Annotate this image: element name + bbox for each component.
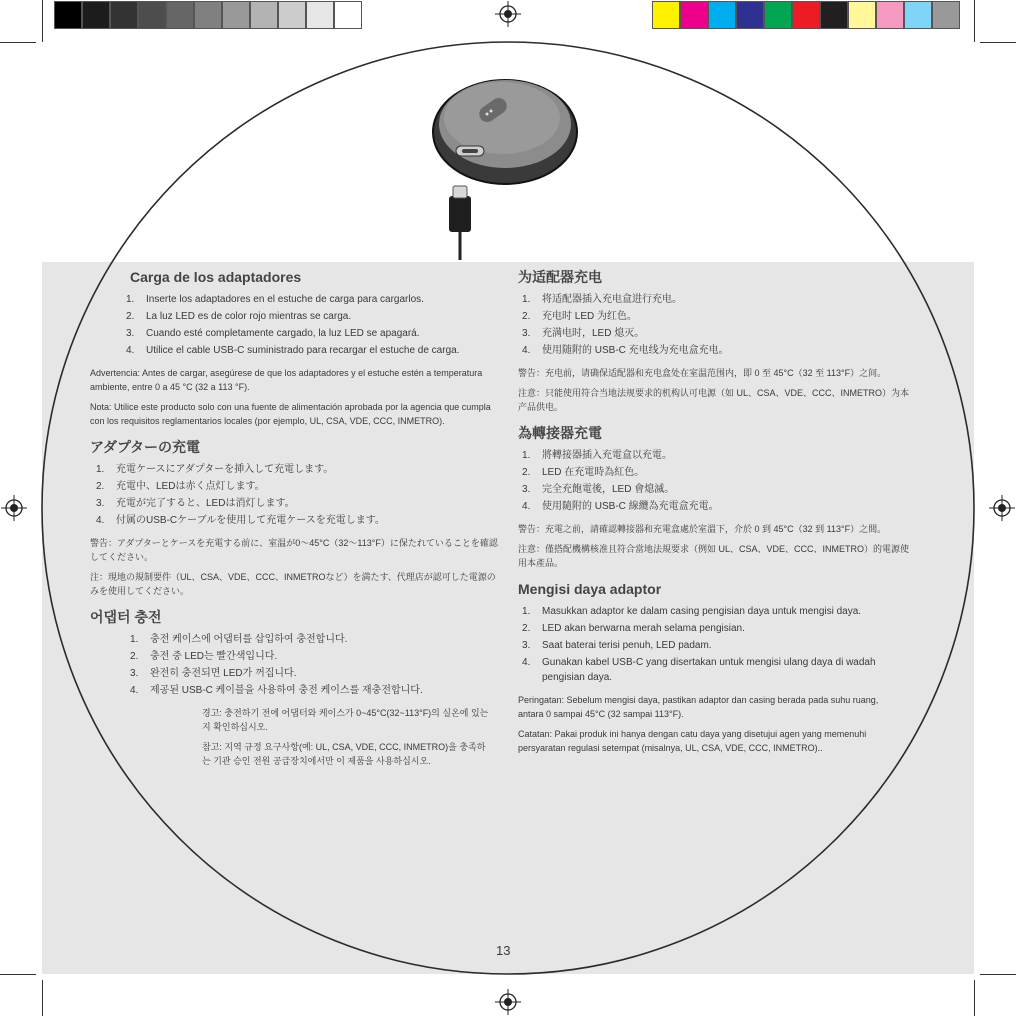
- section-title-ja: アダプターの充電: [90, 439, 201, 455]
- section-title-es: Carga de los adaptadores: [130, 269, 302, 285]
- warning-text-id: Peringatan: Sebelum mengisi daya, pastikan adaptor dan casing berada pada suhu ruang, antara 0 sampai 45°C (32 sampai 113°F).: [518, 695, 879, 719]
- calibration-swatch: [736, 1, 764, 29]
- calibration-swatch: [932, 1, 960, 29]
- section-es: [90, 268, 502, 428]
- crop-mark: [0, 42, 36, 43]
- calibration-swatch: [222, 1, 250, 29]
- calibration-swatch: [194, 1, 222, 29]
- calibration-swatch: [278, 1, 306, 29]
- note-text-ja: 注：現地の規制要件（UL、CSA、VDE、CCC、INMETROなど）を満たす、代理店が認可した電源のみを使用してください。: [90, 572, 496, 596]
- list-item: 1. 将适配器插入充电盒进行充电。: [522, 294, 682, 305]
- list-item: 4. 付属のUSB-Cケーブルを使用して充電ケースを充電します。: [96, 515, 385, 526]
- calibration-swatch: [250, 1, 278, 29]
- note-text-es: Nota: Utilice este producto solo con una fuente de alimentación aprobada por la agencia que cumpla con los requisitos reglamentarios locales (por ejemplo, UL, CSA, VDE, CCC, INMETRO).: [90, 402, 491, 426]
- id-notes: [518, 693, 888, 755]
- list-item: 3. 完全充飽電後，LED 會熄滅。: [522, 484, 675, 495]
- calibration-swatch: [166, 1, 194, 29]
- page-number: 13: [496, 943, 511, 958]
- list-item: 1. 충전 케이스에 어댑터를 삽입하여 충전합니다.: [130, 634, 348, 645]
- section-zh-tw: [518, 424, 914, 570]
- warning-text-zh-tw: 警告：充電之前，請確認轉接器和充電盒處於室溫下，介於 0 到 45°C（32 到 113°F）之間。: [518, 524, 887, 534]
- list-item: 1. 充電ケースにアダプターを挿入して充電します。: [96, 464, 334, 475]
- note-text-zh-tw: 注意：僅搭配機構核准且符合當地法規要求（例如 UL、CSA、VDE、CCC、INMETRO）的電源使用本產品。: [518, 544, 910, 568]
- list-item: 4. 제공된 USB-C 케이블을 사용하여 충전 케이스를 재충전합니다.: [130, 685, 423, 696]
- calibration-swatch: [848, 1, 876, 29]
- left-column: [90, 268, 502, 768]
- calibration-swatch: [820, 1, 848, 29]
- crop-mark: [980, 974, 1016, 975]
- steps-list-zh-tw: [518, 448, 914, 514]
- calibration-swatch: [82, 1, 110, 29]
- list-item: 2. 充电时 LED 为红色。: [522, 311, 638, 322]
- steps-list-ko: [122, 632, 502, 698]
- list-item: 3. 완전히 충전되면 LED가 꺼집니다.: [130, 668, 297, 679]
- calibration-swatch: [680, 1, 708, 29]
- steps-list-id: [518, 604, 914, 685]
- calibration-swatch: [334, 1, 362, 29]
- list-item: 2. 充電中、LEDは赤く点灯します。: [96, 481, 265, 492]
- list-item: 2. 충전 중 LED는 빨간색입니다.: [130, 651, 278, 662]
- list-item: 3. Cuando esté completamente cargado, la luz LED se apagará.: [126, 328, 420, 339]
- steps-list-ja: [90, 462, 502, 528]
- calibration-swatch: [306, 1, 334, 29]
- section-ja: [90, 438, 502, 598]
- registration-mark-left: [1, 495, 27, 521]
- list-item: 4. 使用隨附的 USB-C 線纜為充電盒充電。: [522, 501, 719, 512]
- crop-mark: [42, 0, 43, 42]
- note-text-zh-cn: 注意：只能使用符合当地法规要求的机构认可电源（如 UL、CSA、VDE、CCC、INMETRO）为本产品供电。: [518, 388, 910, 412]
- calibration-swatch: [764, 1, 792, 29]
- list-item: 2. LED 在充電時為紅色。: [522, 467, 645, 478]
- list-item: 4. Gunakan kabel USB-C yang disertakan untuk mengisi ulang daya di wadah pengisian daya.: [522, 657, 876, 683]
- warning-text-ko: 경고: 충전하기 전에 어댑터와 케이스가 0~45°C(32~113°F)의 실온에 있는지 확인하십시오.: [202, 708, 489, 732]
- crop-mark: [980, 42, 1016, 43]
- list-item: 1. 將轉接器插入充電盒以充電。: [522, 450, 672, 461]
- section-ko: [90, 608, 502, 768]
- section-zh-cn: [518, 268, 914, 414]
- list-item: 3. Saat baterai terisi penuh, LED padam.: [522, 640, 712, 651]
- note-text-ko: 참고: 지역 규정 요구사항(예: UL, CSA, VDE, CCC, INMETRO)을 충족하는 기관 승인 전원 공급장치에서만 이 제품을 사용하십시오.: [202, 742, 486, 766]
- list-item: 4. Utilice el cable USB-C suministrado para recargar el estuche de carga.: [126, 345, 460, 356]
- section-title-zh-cn: 为适配器充电: [518, 269, 602, 285]
- calibration-swatch: [904, 1, 932, 29]
- section-title-ko: 어댑터 충전: [90, 609, 162, 625]
- list-item: 2. LED akan berwarna merah selama pengisian.: [522, 623, 745, 634]
- list-item: 1. Inserte los adaptadores en el estuche de carga para cargarlos.: [126, 294, 424, 305]
- warning-text-es: Advertencia: Antes de cargar, asegúrese de que los adaptadores y el estuche estén a temperatura ambiente, entre 0 a 45 °C (32 a 113 °F).: [90, 368, 483, 392]
- crop-mark: [974, 0, 975, 42]
- ko-notes: [202, 706, 492, 768]
- note-text-id: Catatan: Pakai produk ini hanya dengan catu daya yang disetujui agen yang memenuhi persyaratan regulasi setempat (misalnya, UL, CSA, VDE, CCC, INMETRO)..: [518, 729, 867, 753]
- warning-text-zh-cn: 警告：充电前，请确保适配器和充电盒处在室温范围内，即 0 至 45°C（32 至 113°F）之间。: [518, 368, 887, 378]
- section-title-id: Mengisi daya adaptor: [518, 581, 662, 597]
- crop-mark: [42, 980, 43, 1016]
- list-item: 3. 充電が完了すると、LEDは消灯します。: [96, 498, 295, 509]
- section-title-zh-tw: 為轉接器充電: [518, 425, 602, 441]
- warning-text-ja: 警告：アダプターとケースを充電する前に、室温が0～45°C（32～113°F）に保たれていることを確認してください。: [90, 538, 498, 562]
- calibration-swatch: [54, 1, 82, 29]
- calibration-swatch: [876, 1, 904, 29]
- steps-list-zh-cn: [518, 292, 914, 358]
- calibration-swatch: [652, 1, 680, 29]
- crop-mark: [0, 974, 36, 975]
- list-item: 2. La luz LED es de color rojo mientras se carga.: [126, 311, 352, 322]
- calibration-swatch: [110, 1, 138, 29]
- registration-mark-bottom: [495, 989, 521, 1015]
- calibration-swatch: [792, 1, 820, 29]
- registration-mark-right: [989, 495, 1015, 521]
- section-id: [518, 580, 914, 755]
- list-item: 4. 使用随附的 USB-C 充电线为充电盒充电。: [522, 345, 729, 356]
- right-column: [518, 268, 914, 755]
- calibration-swatch: [138, 1, 166, 29]
- list-item: 3. 充满电时，LED 熄灭。: [522, 328, 645, 339]
- registration-mark-top: [495, 1, 521, 27]
- crop-mark: [974, 980, 975, 1016]
- charging-case-illustration: [420, 70, 590, 260]
- calibration-swatch: [708, 1, 736, 29]
- steps-list-es: [118, 292, 502, 358]
- list-item: 1. Masukkan adaptor ke dalam casing pengisian daya untuk mengisi daya.: [522, 606, 862, 617]
